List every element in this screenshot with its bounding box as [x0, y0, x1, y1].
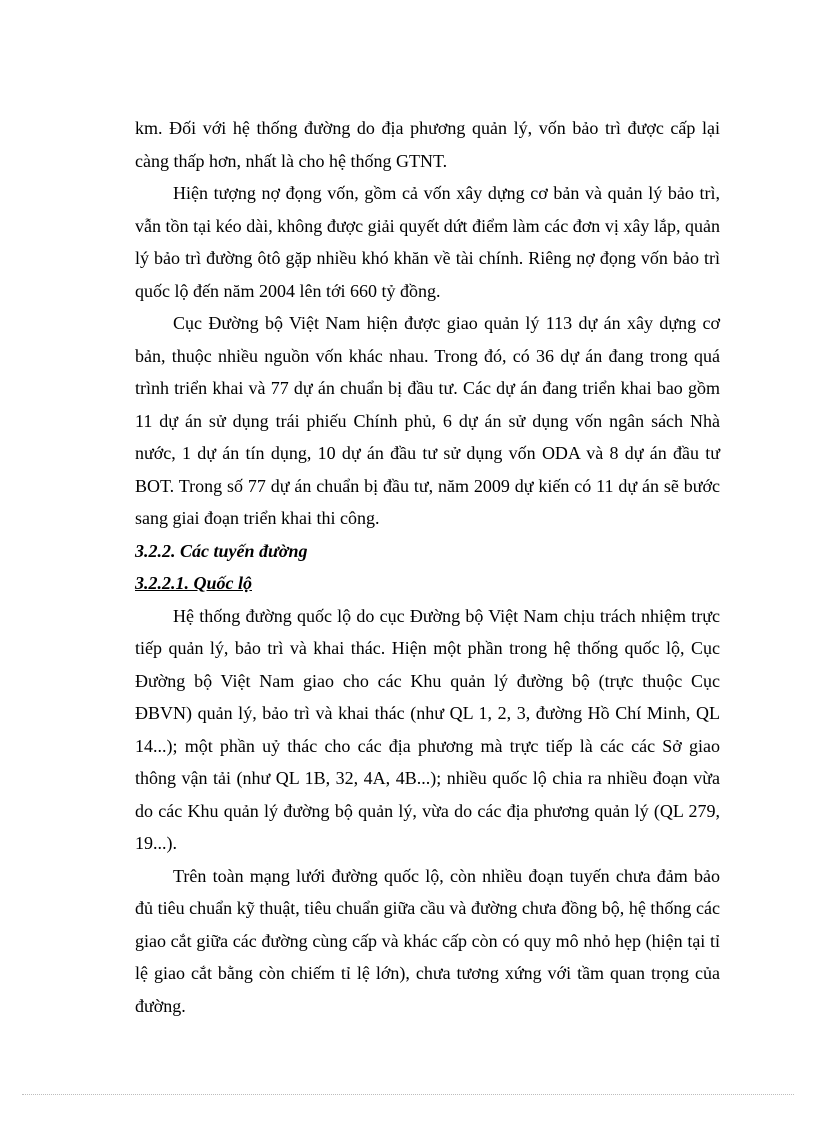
paragraph-projects: Cục Đường bộ Việt Nam hiện được giao quản lý 113 dự án xây dựng cơ bản, thuộc nhiều nguồn vốn khác nhau. Trong đó, có 36 dự án đang trong quá trình triển khai và 77 dự án chuẩn bị đầu tư. Các dự án đang triển khai bao gồm 11 dự án sử dụng trái phiếu Chính phủ, 6 dự án sử dụng vốn ngân sách Nhà nước, 1 dự án tín dụng, 10 dự án đầu tư sử dụng vốn ODA và 8 dự án đầu tư BOT. Trong số 77 dự án chuẩn bị đầu tư, năm 2009 dự kiến có 11 dự án sẽ bước sang giai đoạn triển khai thi công. — [135, 313, 720, 528]
paragraph-highway-standards: Trên toàn mạng lưới đường quốc lộ, còn nhiều đoạn tuyến chưa đảm bảo đủ tiêu chuẩn kỹ thuật, tiêu chuẩn giữa cầu và đường chưa đồng bộ, hệ thống các giao cắt giữa các đường cùng cấp và khác cấp còn có quy mô nhỏ hẹp (hiện tại tỉ lệ giao cắt bằng còn chiếm tỉ lệ lớn), chưa tương xứng với tầm quan trọng của đường. — [135, 865, 720, 1016]
subsection-heading-national-highways: 3.2.2.1. Quốc lộ — [135, 573, 252, 593]
paragraph-highway-management: Hệ thống đường quốc lộ do cục Đường bộ Việt Nam chịu trách nhiệm trực tiếp quản lý, bảo trì và khai thác. Hiện một phần trong hệ thống quốc lộ, Cục Đường bộ Việt Nam giao cho các Khu quản lý đường bộ (trực thuộc Cục ĐBVN) quản lý, bảo trì và khai thác (như QL 1, 2, 3, đường Hồ Chí Minh, QL 14...); một phần uỷ thác cho các địa phương mà trực tiếp là các các Sở giao thông vận tải (như QL 1B, 32, 4A, 4B...); nhiều quốc lộ chia ra nhiều đoạn vừa do các Khu quản lý đường bộ quản lý, vừa do các địa phương quản lý (QL 279, 19...). — [135, 605, 720, 853]
document-body — [135, 112, 720, 1022]
paragraph-maintenance-funding: km. Đối với hệ thống đường do địa phương quản lý, vốn bảo trì được cấp lại càng thấp hơn, nhất là cho hệ thống GTNT. — [135, 118, 720, 171]
section-heading-routes: 3.2.2. Các tuyến đường — [135, 540, 308, 561]
page-bottom-border — [22, 1094, 794, 1095]
paragraph-capital-debt: Hiện tượng nợ đọng vốn, gồm cả vốn xây dựng cơ bản và quản lý bảo trì, vẫn tồn tại kéo dài, không được giải quyết dứt điểm làm các đơn vị xây lắp, quản lý bảo trì đường ôtô gặp nhiều khó khăn về tài chính. Riêng nợ đọng vốn bảo trì quốc lộ đến năm 2004 lên tới 660 tỷ đồng. — [135, 183, 720, 301]
